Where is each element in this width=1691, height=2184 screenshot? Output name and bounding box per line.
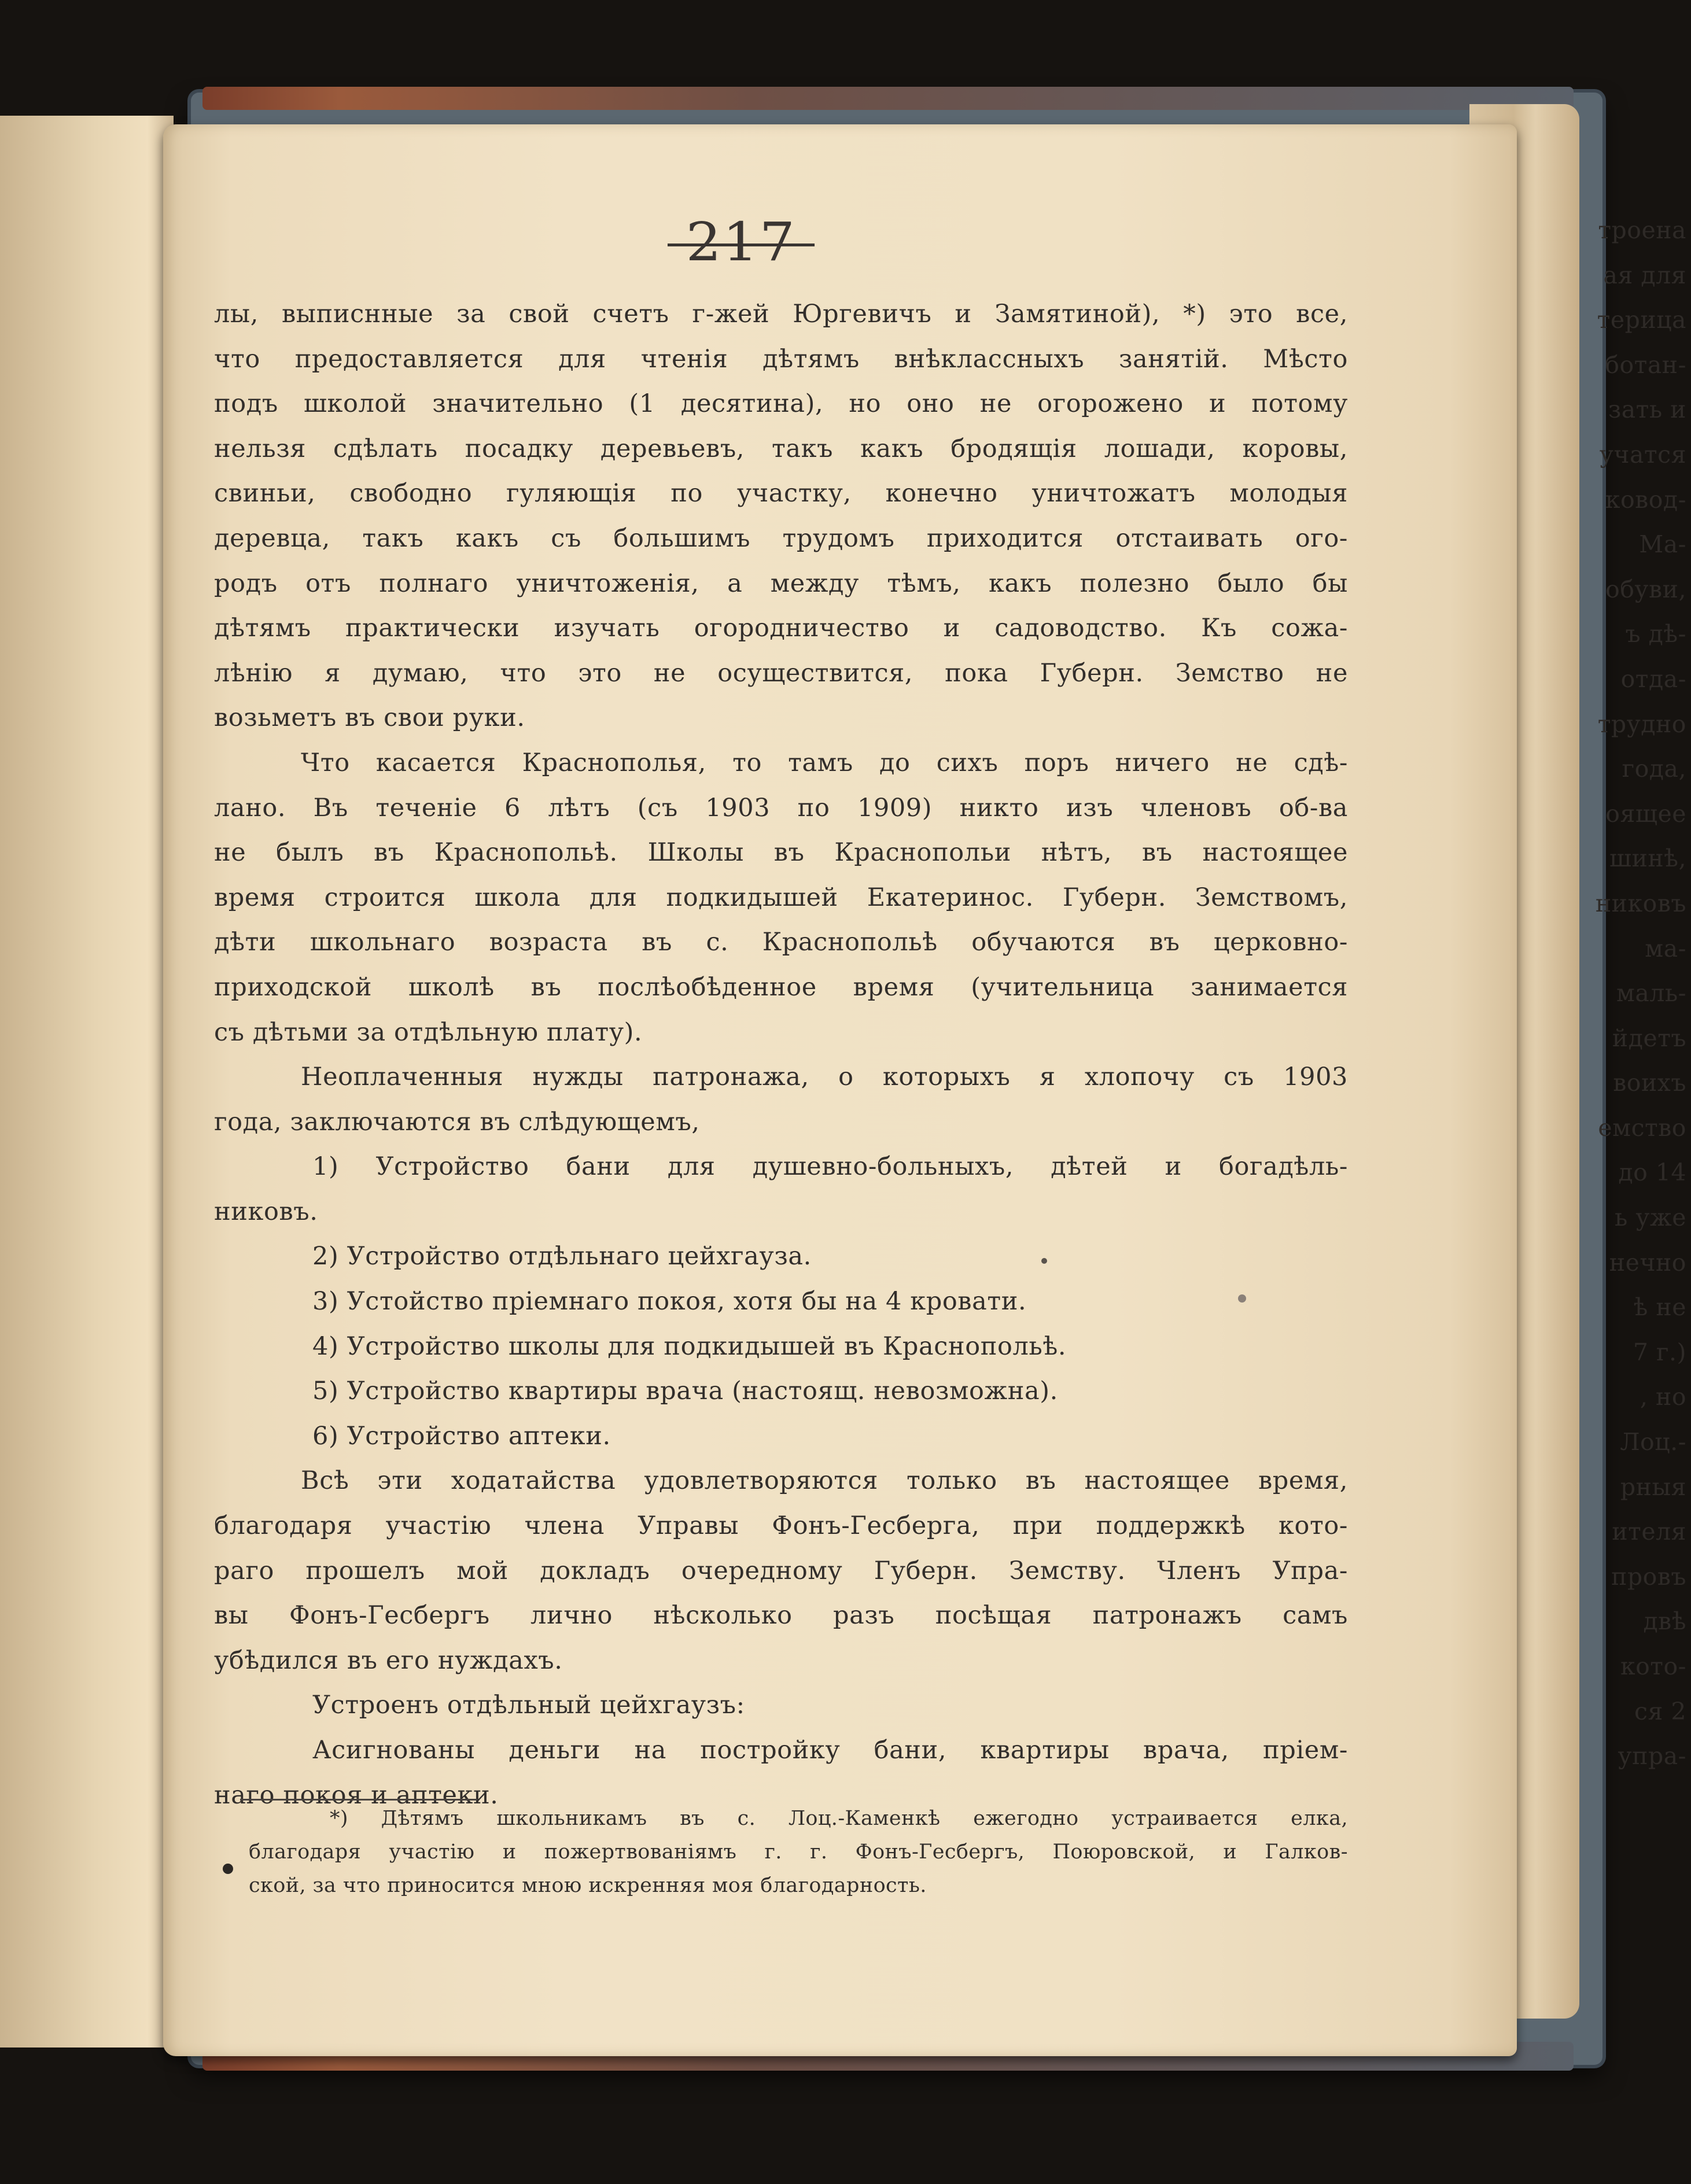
text-line: благодаря участію члена Управы Фонъ-Гесберга, при поддержкѣ кото- [214,1511,1348,1541]
left-page-fragment: кото- [1620,1652,1686,1680]
left-page-fragment: воихъ [1613,1069,1686,1097]
text-line: дѣтямъ практически изучать огородничество и садоводство. Къ сожа- [214,614,1348,643]
text-line: лано. Въ теченіе 6 лѣтъ (съ 1903 по 1909) никто изъ членовъ об-ва [214,793,1348,822]
text-line: родъ отъ полнаго уничтоженія, а между тѣмъ, какъ полезно было бы [214,569,1348,598]
text-line: свиньи, свободно гуляющія по участку, конечно уничтожатъ молодыя [214,479,1348,508]
text-line: 5) Устройство квартиры врача (настоящ. невозможна). [312,1377,1058,1406]
left-page-fragment: маль- [1616,979,1686,1008]
left-page-fragment: ма- [1645,934,1686,962]
left-page-fragment: шинѣ, [1609,844,1686,873]
text-line: дѣти школьнаго возраста въ с. Краснопольѣ обучаются въ церковно- [214,928,1348,957]
left-page-fragment: нечно [1609,1248,1686,1277]
left-page-fragment: отда- [1620,665,1686,693]
left-page-fragment: ъ дѣ- [1625,620,1686,648]
left-page-fragment: учатся [1599,440,1686,468]
left-page-fragment: 7 г.) [1633,1338,1686,1366]
left-page-fragment: ѣ не [1633,1293,1686,1322]
footnote-line: благодаря участію и пожертвованіямъ г. г. Фонъ-Гесбергъ, Поюровской, и Галков- [249,1840,1348,1864]
text-line: лѣнію я думаю, что это не осуществится, пока Губерн. Земство не [214,658,1348,688]
left-page-fragment: ая для [1603,261,1686,289]
text-line: Устроенъ отдѣльный цейхгаузъ: [312,1691,745,1720]
text-line: что предоставляется для чтенія дѣтямъ внѣклассныхъ занятій. Мѣсто [214,344,1348,374]
left-page-fragment: ботан- [1605,351,1686,379]
text-line: наго покоя и аптеки. [214,1780,499,1810]
text-line: подъ школой значительно (1 десятина), но оно не огорожено и потому [214,389,1348,419]
ink-speck [1238,1294,1246,1303]
left-page-fragment: ся 2 [1634,1697,1686,1725]
left-page-fragment: трудно [1597,710,1686,738]
footnote [249,1802,1348,1902]
left-page-fragment: рныя [1620,1473,1686,1501]
text-line: Неоплаченныя нужды патронажа, о которыхъ я хлопочу съ 1903 [301,1063,1348,1092]
footnote-rule [240,1799,477,1801]
left-page-fragment: ь уже [1615,1204,1686,1232]
text-line: убѣдился въ его нуждахъ. [214,1646,563,1675]
text-line: 6) Устройство аптеки. [312,1421,611,1451]
text-line: раго прошелъ мой докладъ очередному Губерн. Земству. Членъ Упра- [214,1556,1348,1585]
ink-dot [223,1864,233,1874]
left-page-fragment: емство [1598,1113,1686,1142]
text-line: 3) Устойство пріемнаго покоя, хотя бы на 4 кровати. [312,1287,1027,1316]
left-page-fragment: оящее [1605,799,1686,828]
text-line: 2) Устройство отдѣльнаго цейхгауза. [312,1242,812,1271]
previous-page [0,116,174,2048]
text-line: 4) Устройство школы для подкидышей въ Краснопольѣ. [312,1331,1067,1361]
left-page-fragment: терица [1597,306,1686,334]
left-page-fragment: до 14 [1618,1159,1686,1187]
left-page-fragment: ковод- [1605,485,1686,514]
page-number: 217 [686,211,797,273]
body-text [214,292,1348,1818]
footnote-line: *) Дѣтямъ школьникамъ въ с. Лоц.-Каменкѣ ежегодно устраивается елка, [330,1807,1348,1830]
footnote-line: ской, за что приносится мною искренняя моя благодарность. [249,1874,927,1897]
left-page-fragment: йдетъ [1612,1024,1686,1052]
text-line: 1) Устройство бани для душевно-больныхъ, дѣтей и богадѣль- [312,1152,1348,1182]
text-line: Всѣ эти ходатайства удовлетворяются только въ настоящее время, [301,1466,1348,1496]
left-page-fragment: зать и [1608,396,1686,424]
left-page-fragment: обуви, [1605,575,1686,603]
text-line: время строится школа для подкидышей Екатеринос. Губерн. Земствомъ, [214,883,1348,912]
left-page-fragment: , но [1640,1383,1686,1411]
left-page-fragment: года, [1622,755,1686,783]
text-line: не былъ въ Краснопольѣ. Школы въ Краснопольи нѣтъ, въ настоящее [214,838,1348,868]
left-page-fragment: двѣ [1643,1607,1686,1636]
left-page-fragment: никовъ [1595,889,1686,917]
left-page-fragment: троена [1598,216,1686,244]
text-line: Что касается Краснополья, то тамъ до сихъ поръ ничего не сдѣ- [301,748,1348,777]
text-line: года, заключаются въ слѣдующемъ, [214,1107,700,1137]
text-line: Асигнованы деньги на постройку бани, квартиры врача, пріем- [312,1736,1348,1765]
text-line: возьметъ въ свои руки. [214,703,525,733]
text-line: вы Фонъ-Гесбергъ лично нѣсколько разъ посѣщая патронажъ самъ [214,1601,1348,1630]
top-page-edges [202,87,1574,110]
text-line: приходской школѣ въ послѣобѣденное время (учительница занимается [214,972,1348,1002]
text-line: никовъ. [214,1197,318,1226]
previous-page-text-fragments [1513,208,1686,1779]
text-line: съ дѣтьми за отдѣльную плату). [214,1017,643,1047]
left-page-fragment: Лоц.- [1620,1428,1686,1456]
text-line: деревца, такъ какъ съ большимъ трудомъ приходится отстаивать ого- [214,523,1348,553]
left-page-fragment: упра- [1618,1742,1686,1770]
text-line: нельзя сдѣлать посадку деревьевъ, такъ какъ бродящія лошади, коровы, [214,434,1348,463]
left-page-fragment: ителя [1612,1518,1686,1546]
ink-speck [1041,1258,1047,1264]
text-line: лы, выписнные за свой счетъ г-жей Юргевичъ и Замятиной), *) это все, [214,300,1348,329]
left-page-fragment: провъ [1611,1562,1686,1591]
left-page-fragment: Ма- [1639,530,1686,559]
